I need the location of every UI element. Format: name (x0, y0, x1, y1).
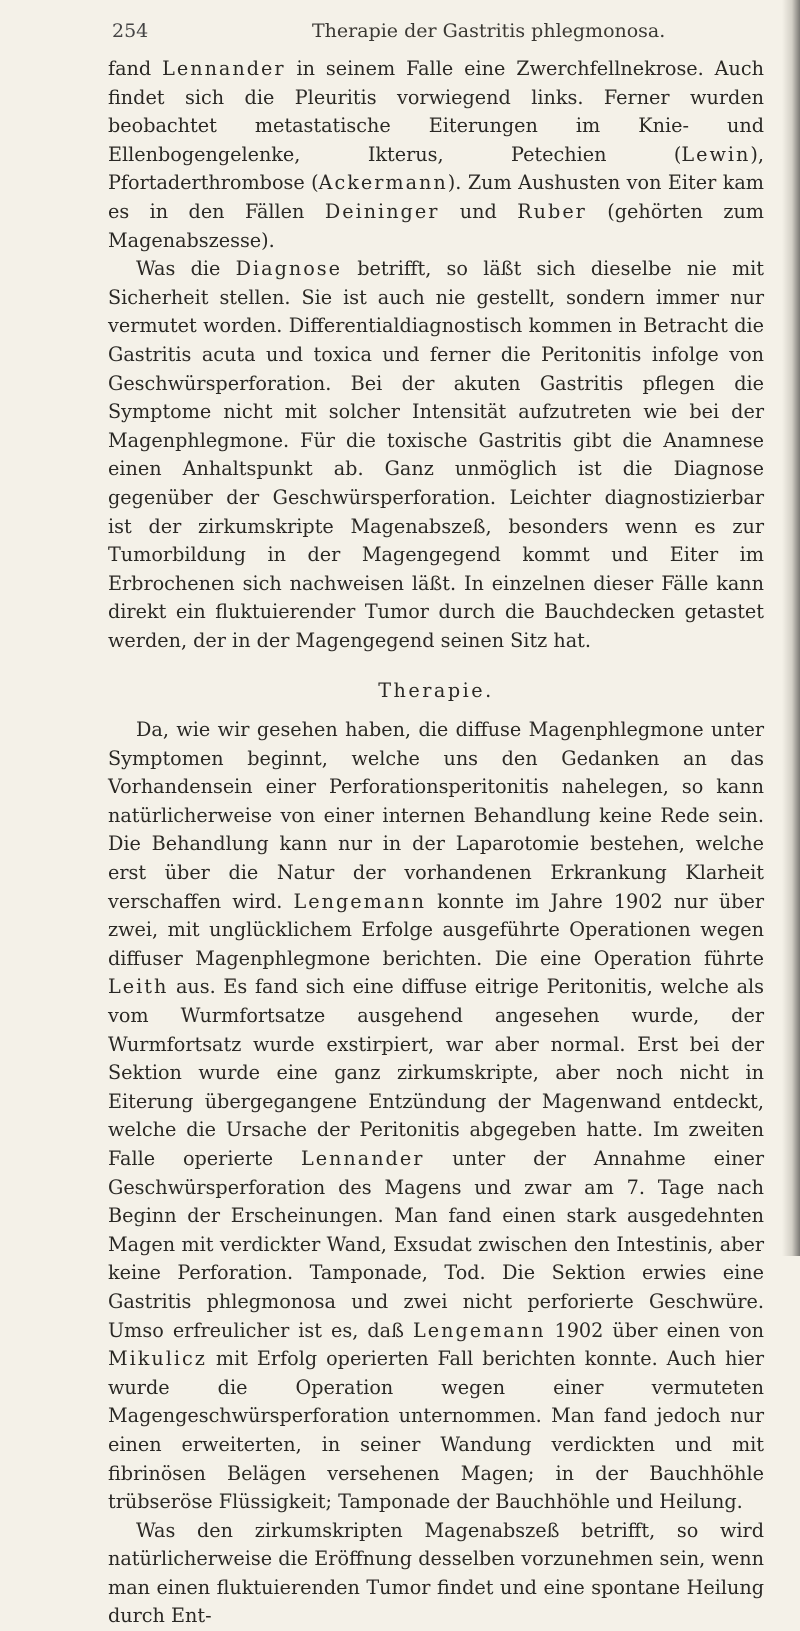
author-name: Mikulicz (108, 1347, 207, 1371)
paragraph-magenabszess: Was den zirkumskripten Magenabszeß betrifft, so wird natürlicherweise die Eröffnung desselben vorzunehmen sein, wenn man einen fluktuierenden Tumor findet und eine spontane Heilung durch Ent- (108, 1518, 764, 1628)
author-name: Ruber (517, 199, 587, 223)
author-name: Lengemann (413, 1318, 546, 1342)
paragraph-therapie: Da, wie wir gesehen haben, die diffuse Magenphlegmone unter Symptomen beginnt, welche uns den Gedanken an das Vorhandensein einer Perforationsperitonitis nahelegen, so kann natürlicherweise von einer internen Behandlung keine Rede sein. Die Behandlung kann nur in der Laparotomie bestehen, welche erst über die Natur der vorhandenen Erkrankung Klarheit verschaffen wird. Lengemann konnte im Jahre 1902 nur über zwei, mit unglücklichem Erfolge ausgeführte Operationen wegen diffuser Magenphlegmone berichten. Die eine Operation führte Leith aus. Es fand sich eine diffuse eitrige Peritonitis, welche als vom Wurmfortsatze ausgehend angesehen wurde, der Wurmfortsatz wurde exstirpiert, war aber normal. Erst bei der Sektion wurde eine ganz zirkumskripte, aber noch nicht in Eiterung übergegangene Entzündung der Magenwand entdeckt, welche die Ursache der Peritonitis abgegeben hatte. Im zweiten Falle operierte Lennander unter der Annahme einer Geschwürsperforation des Magens und zwar am 7. Tage nach Beginn der Erscheinungen. Man fand einen stark ausgedehnten Magen mit verdickter Wand, Exsudat zwischen den Intestinis, aber keine Perforation. Tamponade, Tod. Die Sektion erwies eine Gastritis phlegmonosa und zwei nicht perforierte Geschwüre. Umso erfreulicher ist es, daß Lengemann 1902 über einen von Mikulicz mit Erfolg operierten Fall berichten konnte. Auch hier wurde die Operation wegen einer vermuteten Magengeschwürsperforation unternommen. Man fand jedoch nur einen erweiterten, in seiner Wandung verdickten und mit fibrinösen Belägen versehenen Magen; in der Bauchhöhle trübseröse Flüssigkeit; Tamponade der Bauchhöhle und Heilung. (108, 718, 764, 1514)
author-name: Leith (108, 975, 169, 999)
page-edge-shadow (782, 0, 800, 1256)
page-header (112, 20, 752, 50)
body-text (108, 55, 764, 1631)
paragraph-1: fand Lennander in seinem Falle eine Zwerchfellnekrose. Auch findet sich die Pleuritis vorwiegend links. Ferner wurden beobachtet metastatische Eiterungen im Knie- und Ellenbogengelenke, Ikterus, Petechien (Lewin), Pfortaderthrombose (Ackermann). Zum Aushusten von Eiter kam es in den Fällen Deininger und Ruber (gehörten zum Magenabszesse). (108, 57, 764, 252)
author-name: Lennander (300, 1146, 425, 1170)
section-title-therapie: Therapie. (378, 679, 494, 703)
emphasized-term: Diagnose (235, 257, 342, 281)
author-name: Lewin (681, 142, 751, 166)
page-number: 254 (112, 20, 149, 42)
author-name: Deininger (324, 199, 440, 223)
author-name: Lennander (162, 57, 286, 80)
author-name: Ackermann (318, 171, 448, 195)
paragraph-diagnose: Was die Diagnose betrifft, so läßt sich dieselbe nie mit Sicherheit stellen. Sie ist auch nie gestellt, sondern immer nur vermutet worden. Differentialdiagnostisch kommen in Betracht die Gastritis acuta und toxica und ferner die Peritonitis infolge von Geschwürsperforation. Bei der akuten Gastritis pflegen die Symptome nicht mit solcher Intensität aufzutreten wie bei der Magenphlegmone. Für die toxische Gastritis gibt die Anamnese einen Anhaltspunkt ab. Ganz unmöglich ist die Diagnose gegenüber der Geschwürsperforation. Leichter diagnostizierbar ist der zirkumskripte Magenabszeß, besonders wenn es zur Tumorbildung in der Magengegend kommt und Eiter im Erbrochenen sich nachweisen läßt. In einzelnen dieser Fälle kann direkt ein fluktuierender Tumor durch die Bauchdecken getastet werden, der in der Magengegend seinen Sitz hat. (108, 257, 765, 652)
running-title: Therapie der Gastritis phlegmonosa. (312, 20, 666, 42)
author-name: Lengemann (293, 889, 426, 913)
